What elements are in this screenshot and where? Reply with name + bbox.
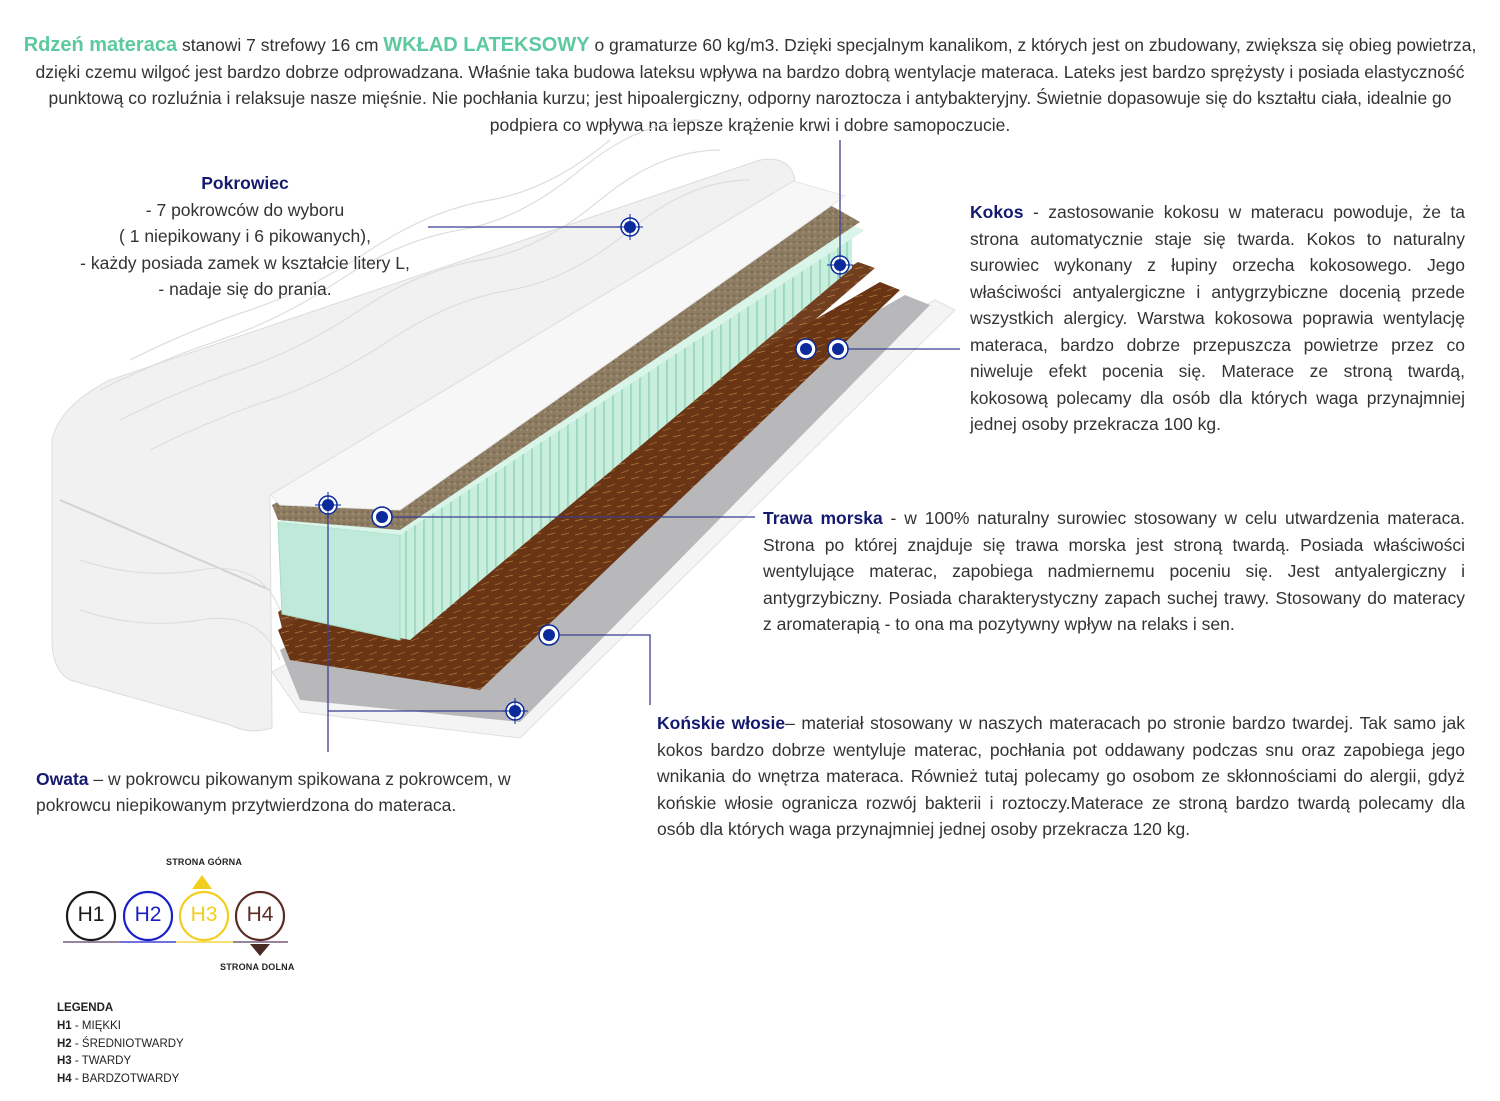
trawa-text: - w 100% naturalny surowiec stosowany w celu utwardzenia materaca. Strona po której znajduje się trawa morska jest stroną twardą. Posiada właściwości wentylujące materac, zapobiega nadmiernemu poceniu się. Jest antyalergiczny i antygrzybiczny. Posiada charakterystyczny zapach suchej trawy. Stosowany do materacy z aromaterapią - to ona ma pozytywny wpływ na relaks i sen. [763,508,1466,634]
konskie-text: – materiał stosowany w naszych materacach po stronie bardzo twardej. Tak samo jak kokos bardzo dobrze wentyluje materac, pochłania pot oddawany podczas snu oraz zapobiega jego wnikania do wnętrza materaca. Również tutaj polecamy go osobom ze skłonnościami do alergii, gdyż końskie włosie ogranicza rozwój bakterii i roztoczy.Materace ze stroną bardzo twardą polecamy dla osób dla których waga przynajmniej jednej osoby przekracza 120 kg. [657,713,1466,839]
legend-label: - TWARDY [71,1055,132,1067]
kokos-callout [970,199,1465,438]
pokrowiec-line: - 7 pokrowców do wyboru [145,199,345,220]
top-side-label: STRONA GÓRNA [166,857,243,867]
marker-kokos-2-icon[interactable] [825,336,851,362]
marker-base-icon[interactable] [502,698,528,724]
trawa-title: Trawa morska [763,508,883,528]
trawa-callout [763,505,1465,638]
kokos-title: Kokos [970,202,1024,222]
owata-title: Owata [36,769,89,789]
intro-highlight-latex: WKŁAD LATEKSOWY [383,34,590,56]
hardness-scale [58,855,308,975]
marker-trawa-icon[interactable] [369,504,395,530]
legend-item [57,1018,184,1036]
h4-label: H4 [246,903,274,926]
legend-label: - BARDZOTWARDY [71,1072,180,1085]
legend-code: H1 [57,1020,72,1032]
legend-item [57,1053,184,1071]
intro-text-2: o gramaturze 60 kg/m3. Dzięki specjalnym kanalikom, z których jest on zbudowany, zwiększa się obieg powietrza, dzięki czemu wilgoć jest bardzo dobrze odprowadzana. Właśnie taka budowa lateksu wpływa na bardzo dobrą wentylacje materaca. Lateks jest bardzo sprężysty i posiada elastyczność punktową co rozluźnia i relaksuje nasze mięśnie. Nie pochłania kurzu; jest hipoalergiczny, odporny naroztocza i antybakteryjny. Świetnie dopasowuje się do kształtu ciała, idealnie go podpiera co wpływa na lepsze krążenie krwi i dobre samopoczucie. [35,35,1477,135]
marker-pokrowiec-icon[interactable] [617,214,643,240]
legend-title: LEGENDA [57,1002,114,1014]
intro-highlight-core: Rdzeń materaca [23,34,178,56]
legend-code: H3 [57,1055,72,1067]
legend-item [57,1071,184,1089]
legend-label: - ŚREDNIOTWARDY [71,1037,184,1050]
top-side-arrow-icon [192,875,212,889]
legend-item [57,1036,184,1054]
pokrowiec-line: - każdy posiada zamek w kształcie litery L, [80,252,410,273]
owata-text: – w pokrowcu pikowanym spikowana z pokrowcem, w pokrowcu niepikowanym przytwierdzona do materaca. [36,769,511,815]
konskie-title: Końskie włosie [657,713,786,733]
legend-code: H4 [57,1072,72,1085]
pokrowiec-title: Pokrowiec [201,173,289,193]
marker-konskie-icon[interactable] [536,622,562,648]
bottom-side-arrow-icon [250,944,270,956]
h3-label: H3 [190,903,218,926]
pokrowiec-line: - nadaje się do prania. [158,279,332,299]
legend-code: H2 [57,1037,72,1050]
legend-list [57,1018,184,1088]
owata-callout [36,766,576,818]
kokos-text: - zastosowanie kokosu w materacu powoduje, że ta strona automatycznie staje się twarda. Kokos to naturalny surowiec wykonany z łupiny orzecha kokosowego. Jego właściwości antyalergiczne i antygrzybiczne docenią przede wszystkich alergicy. Warstwa kokosowa poprawia wentylację materaca, bardzo dobrze przepuszcza powietrze przez co niweluje efekt pocenia się. Materace ze stroną twardą, kokosową polecamy dla osób dla których waga przynajmniej jednej osoby przekracza 100 kg. [970,202,1465,434]
pokrowiec-callout [60,170,430,303]
bottom-side-label: STRONA DOLNA [220,962,295,972]
legend-label: - MIĘKKI [71,1020,121,1032]
marker-latex-icon[interactable] [827,252,853,278]
marker-owata-icon[interactable] [315,492,341,518]
h1-label: H1 [77,903,105,926]
intro-text-1: stanowi 7 strefowy 16 cm [177,35,384,55]
h2-label: H2 [134,903,162,926]
pokrowiec-line: ( 1 niepikowany i 6 pikowanych), [119,226,371,246]
konskie-callout [657,710,1465,843]
marker-kokos-1-icon[interactable] [793,336,819,362]
